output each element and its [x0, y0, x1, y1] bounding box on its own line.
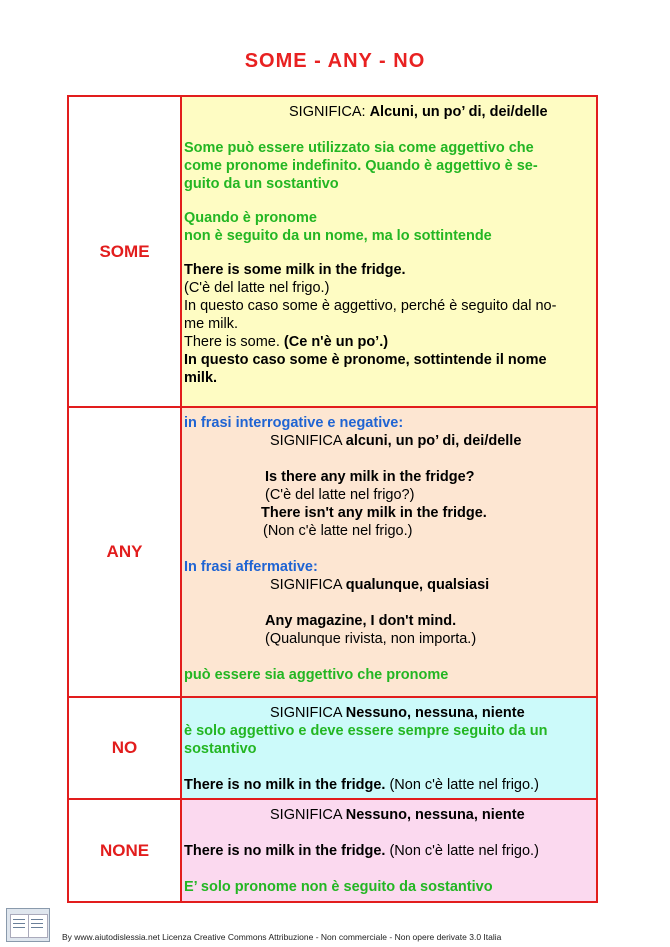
significa-prefix: SIGNIFICA:: [289, 104, 370, 120]
example-block: [184, 468, 588, 540]
example-sentence: There is some.: [184, 334, 284, 350]
meaning-line: [184, 704, 588, 722]
meaning-text: Nessuno, nessuna, niente: [345, 807, 525, 823]
significa-prefix: SIGNIFICA: [270, 433, 346, 449]
book-icon: [6, 908, 50, 942]
row-some: [69, 97, 596, 406]
example-translation: (Ce n'è un po’.): [283, 334, 389, 350]
footer: [0, 900, 670, 947]
usage-line: è solo aggettivo e deve essere sempre seguito da un: [184, 723, 548, 739]
significa-prefix: SIGNIFICA: [270, 705, 346, 721]
meaning-line: [184, 806, 588, 824]
row-any: [69, 406, 596, 696]
usage-note: [184, 139, 588, 193]
usage-line: E’ solo pronome non è seguito da sostantivo: [184, 879, 493, 895]
meaning-text: Alcuni, un po’ di, dei/delle: [369, 104, 548, 120]
usage-line: come pronome indefinito. Quando è aggettivo è se-: [184, 158, 538, 174]
section-heading: In frasi affermative:: [184, 559, 318, 575]
usage-line: può essere sia aggettivo che pronome: [184, 667, 449, 683]
example-line: [184, 776, 588, 794]
usage-line: Quando è pronome: [184, 210, 317, 226]
row-content-none: [182, 800, 596, 901]
row-content-some: [182, 97, 596, 406]
meaning-line: [184, 103, 588, 121]
usage-line: sostantivo: [184, 741, 257, 757]
meaning-text: alcuni, un po’ di, dei/delle: [345, 433, 522, 449]
usage-line: non è seguito da un nome, ma lo sottintende: [184, 228, 492, 244]
meaning-text: Nessuno, nessuna, niente: [345, 705, 525, 721]
example-translation: (C'è del latte nel frigo.): [184, 280, 330, 296]
example-block: [184, 261, 588, 387]
pronoun-note: [184, 209, 588, 245]
example-translation: (Non c'è latte nel frigo.): [385, 843, 539, 859]
significa-prefix: SIGNIFICA: [270, 577, 346, 593]
grammar-table: [67, 95, 598, 903]
example-sentence: There is no milk in the fridge.: [184, 777, 386, 793]
row-none: [69, 798, 596, 901]
row-label-no: NO: [69, 698, 182, 798]
example-explanation: milk.: [184, 370, 218, 386]
page-title: SOME - ANY - NO: [244, 50, 426, 72]
section-heading: in frasi interrogative e negative:: [184, 415, 404, 431]
example-explanation: In questo caso some è pronome, sottintende il nome: [184, 352, 547, 368]
example-sentence: There is no milk in the fridge.: [184, 843, 386, 859]
row-label-some: SOME: [69, 97, 182, 406]
usage-line: guito da un sostantivo: [184, 176, 339, 192]
example-explanation: me milk.: [184, 316, 238, 332]
example-explanation: In questo caso some è aggettivo, perché è seguito dal no-: [184, 298, 557, 314]
example-translation: (C'è del latte nel frigo?): [265, 487, 415, 503]
row-content-any: [182, 408, 596, 696]
example-translation: (Non c'è latte nel frigo.): [263, 523, 413, 539]
meaning-line: [184, 432, 588, 450]
meaning-line: [184, 576, 588, 594]
row-label-none: NONE: [69, 800, 182, 901]
example-block: [184, 612, 588, 648]
example-translation: (Qualunque rivista, non importa.): [265, 631, 477, 647]
row-label-any: ANY: [69, 408, 182, 696]
meaning-text: qualunque, qualsiasi: [345, 577, 490, 593]
row-content-no: [182, 698, 596, 798]
example-line: [184, 842, 588, 860]
example-sentence: Any magazine, I don't mind.: [265, 613, 457, 629]
license-text: By www.aiutodislessia.net Licenza Creative Commons Attribuzione - Non commerciale - Non opere derivate 3.0 Italia: [62, 932, 502, 942]
significa-prefix: SIGNIFICA: [270, 807, 346, 823]
example-translation: (Non c'è latte nel frigo.): [385, 777, 539, 793]
usage-line: Some può essere utilizzato sia come aggettivo che: [184, 140, 534, 156]
example-sentence: Is there any milk in the fridge?: [265, 469, 475, 485]
example-sentence: There is some milk in the fridge.: [184, 262, 406, 278]
example-sentence: There isn't any milk in the fridge.: [261, 505, 487, 521]
row-no: [69, 696, 596, 798]
